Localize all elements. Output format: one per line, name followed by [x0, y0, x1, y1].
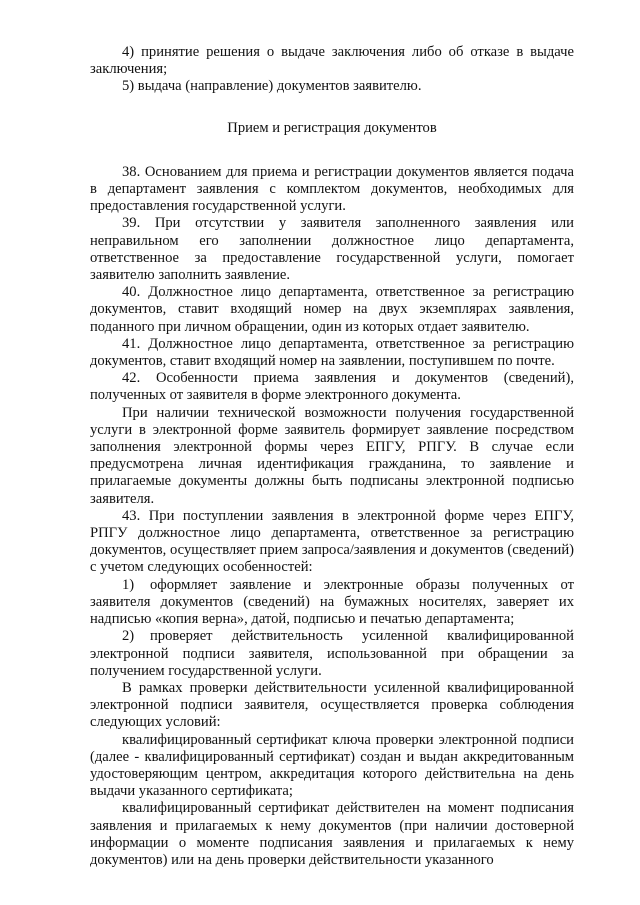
paragraph-condition-2: квалифицированный сертификат действителен на момент подписания заявления и прилагаемых к нему документов (при наличии достоверной информации о моменте подписания заявления и прилагаемых к нему документов) или на день проверки действительности указанного [90, 800, 574, 868]
section-heading: Прием и регистрация документов [227, 119, 437, 136]
paragraph-condition-1: квалифицированный сертификат ключа проверки электронной подписи (далее - квалифицированный сертификат) создан и выдан аккредитованным удостоверяющим центром, аккредитация которого действительна на день выдачи указанного сертификата; [90, 731, 574, 800]
paragraph-43: 43. При поступлении заявления в электронной форме через ЕПГУ, РПГУ должностное лицо департамента, ответственное за регистрацию документов, осуществляет прием запроса/заявления и документов (сведений) с учетом следующих особенностей: [90, 507, 574, 576]
sublist-item-1-number: 1) [122, 576, 135, 593]
list-item-4: 4) принятие решения о выдаче заключения либо об отказе в выдаче заключения; [90, 44, 574, 78]
paragraph-41: 41. Должностное лицо департамента, ответственное за регистрацию документов, ставит входящий номер на заявлении, поступившем по почте. [90, 335, 574, 370]
paragraph-40: 40. Должностное лицо департамента, ответственное за регистрацию документов, ставит входящий номер на двух экземплярах заявления, поданного при личном обращении, один из которых отдает заявителю. [90, 284, 574, 335]
list-item-5: 5) выдача (направление) документов заявителю. [122, 78, 422, 95]
sublist-item-1-text: оформляет заявление и электронные образы полученных от заявителя документов (сведений) на бумажных носителях, заверяет их надписью «копия верна», датой, подписью и печатью департамента; [90, 576, 574, 628]
paragraph-42-detail: При наличии технической возможности получения государственной услуги в электронной форме заявитель формирует заявление посредством заполнения электронной формы через ЕПГУ, РПГУ. В случае если предусмотрена личная идентификация гражданина, то заявление и прилагаемые документы должны быть подписаны электронной подписью заявителя. [90, 404, 574, 507]
sublist-item-2-number: 2) [122, 628, 135, 645]
paragraph-verification: В рамках проверки действительности усиленной квалифицированной электронной подписи заявителя, осуществляется проверка соблюдения следующих условий: [90, 679, 574, 731]
sublist-item-1 [90, 577, 574, 629]
paragraph-39: 39. При отсутствии у заявителя заполненного заявления или неправильном его заполнении должностное лицо департамента, ответственное за предоставление государственной услуги, помогает заявителю заполнить заявление. [90, 215, 574, 284]
paragraph-38: 38. Основанием для приема и регистрации документов является подача в департамент заявления с комплектом документов, необходимых для предоставления государственной услуги. [90, 163, 574, 215]
sublist-item-2-text: проверяет действительность усиленной квалифицированной электронной подписи заявителя, использованной при обращении за получением государственной услуги. [90, 628, 574, 679]
paragraph-42: 42. Особенности приема заявления и документов (сведений), полученных от заявителя в форме электронного документа. [90, 370, 574, 404]
sublist-item-2 [90, 628, 574, 680]
